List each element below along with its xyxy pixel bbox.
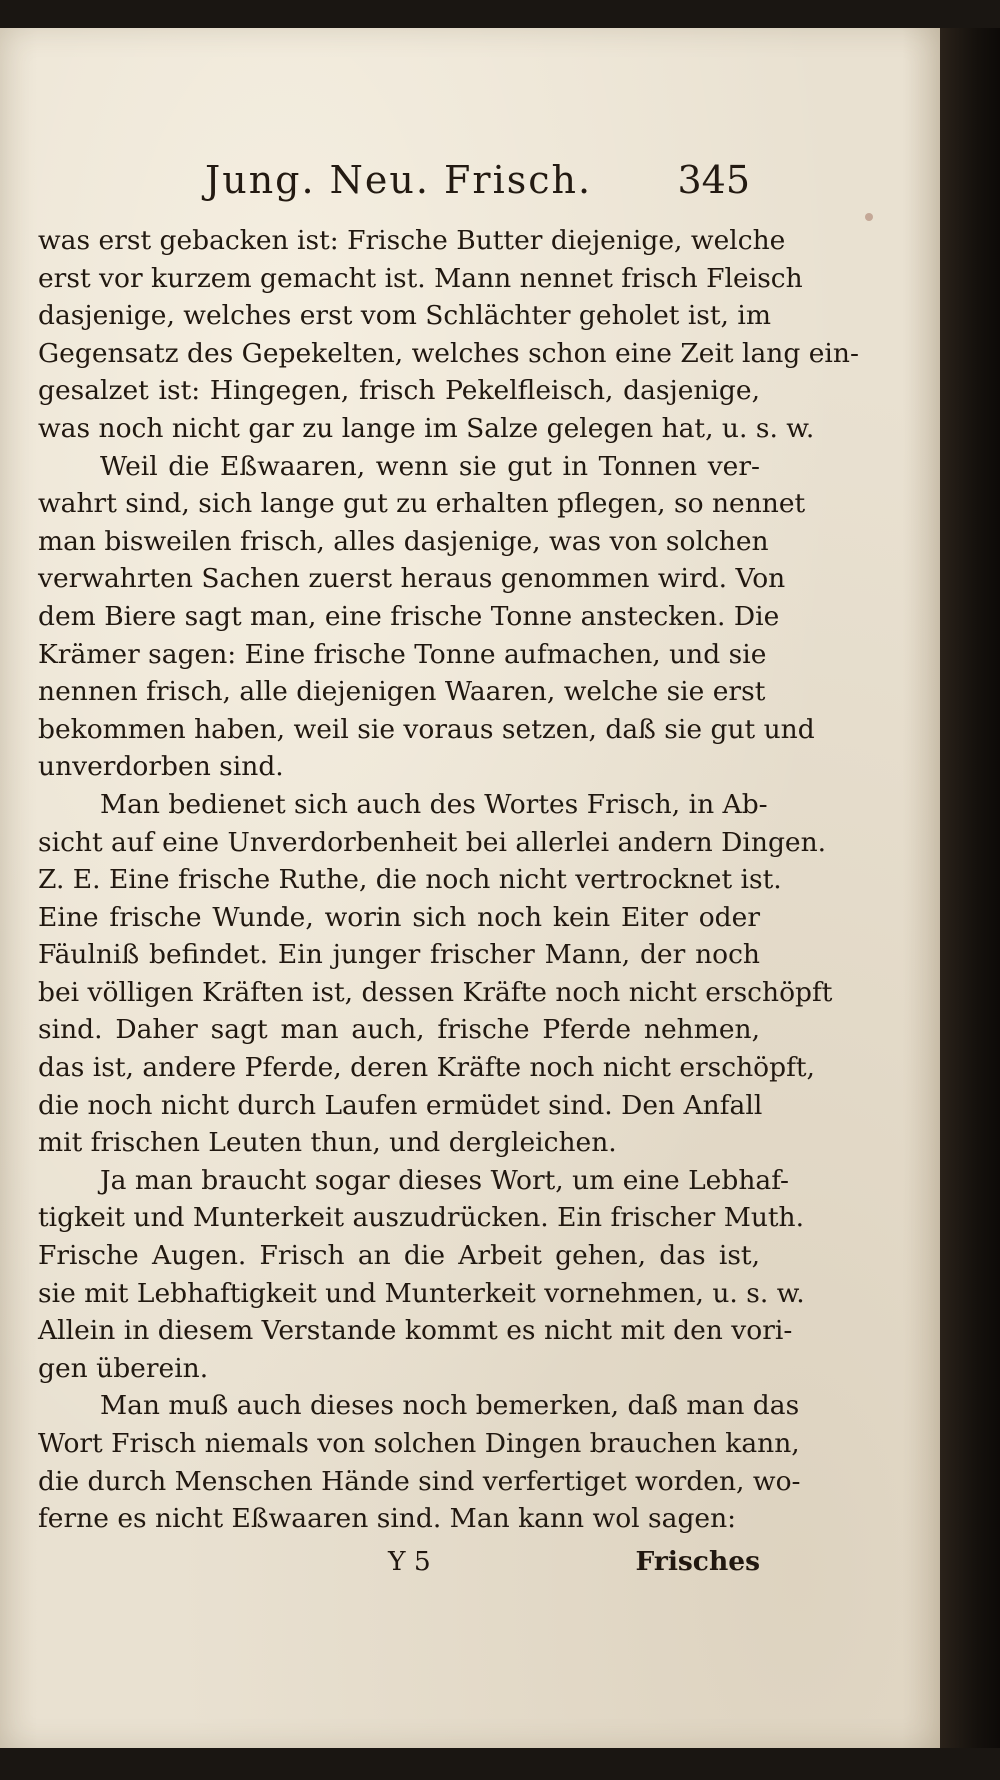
text-line: nennen frisch, alle diejenigen Waaren, welche sie erst xyxy=(38,676,766,708)
text-line: Frische Augen. Frisch an die Arbeit gehen, das ist, xyxy=(38,1240,760,1272)
text-line: Z. E. Eine frische Ruthe, die noch nicht vertrocknet ist. xyxy=(38,864,782,896)
book-binding-edge xyxy=(940,28,1000,1748)
ink-stain xyxy=(865,213,873,221)
text-line: dem Biere sagt man, eine frische Tonne anstecken. Die xyxy=(38,600,780,632)
paragraph xyxy=(38,1387,801,1537)
text-line: Allein in diesem Verstande kommt es nicht mit den vori- xyxy=(38,1315,793,1347)
text-line: man bisweilen frisch, alles dasjenige, was von solchen xyxy=(38,525,769,557)
text-line: ferne es nicht Eßwaaren sind. Man kann wol sagen: xyxy=(38,1503,737,1535)
text-line: sicht auf eine Unverdorbenheit bei allerlei andern Dingen. xyxy=(38,826,827,858)
text-line: die durch Menschen Hände sind verfertiget worden, wo- xyxy=(38,1465,801,1497)
text-line: tigkeit und Munterkeit auszudrücken. Ein frischer Muth. xyxy=(38,1202,805,1234)
text-line: erst vor kurzem gemacht ist. Mann nennet frisch Fleisch xyxy=(38,262,803,294)
paragraph xyxy=(38,786,833,1162)
text-line: was erst gebacken ist: Frische Butter diejenige, welche xyxy=(38,225,786,256)
text-line: Wort Frisch niemals von solchen Dingen brauchen kann, xyxy=(38,1428,800,1459)
text-line: Ja man braucht sogar dieses Wort, um eine Lebhaf- xyxy=(100,1164,790,1196)
text-line: Krämer sagen: Eine frische Tonne aufmachen, und sie xyxy=(38,638,767,670)
text-line: sie mit Lebhaftigkeit und Munterkeit vornehmen, u. s. w. xyxy=(38,1277,805,1309)
text-line: Man bedienet sich auch des Wortes Frisch, in Ab- xyxy=(100,788,768,820)
text-line: das ist, andere Pferde, deren Kräfte noch nicht erschöpft, xyxy=(38,1052,815,1084)
text-line: bekommen haben, weil sie voraus setzen, daß sie gut und xyxy=(38,713,815,745)
page-number: 345 xyxy=(677,158,750,202)
text-line: Gegensatz des Gepekelten, welches schon eine Zeit lang ein- xyxy=(38,337,859,369)
text-line: sind. Daher sagt man auch, frische Pferde nehmen, xyxy=(38,1014,760,1046)
text-line: verwahrten Sachen zuerst heraus genommen wird. Von xyxy=(38,563,786,595)
text-line: mit frischen Leuten thun, und dergleichen. xyxy=(38,1127,617,1159)
text-line: wahrt sind, sich lange gut zu erhalten pflegen, so nennet xyxy=(38,488,806,520)
text-line: Fäulniß befindet. Ein junger frischer Mann, der noch xyxy=(38,939,760,971)
text-line: Weil die Eßwaaren, wenn sie gut in Tonnen ver- xyxy=(100,450,760,482)
text-line: Eine frische Wunde, worin sich noch kein Eiter oder xyxy=(38,901,760,933)
running-title: Jung. Neu. Frisch. xyxy=(205,158,593,202)
text-line: gesalzet ist: Hingegen, frisch Pekelfleisch, dasjenige, xyxy=(38,375,760,407)
body-text xyxy=(38,222,859,1538)
signature-mark: Y 5 xyxy=(388,1546,431,1577)
paragraph xyxy=(38,222,859,448)
text-line: bei völligen Kräften ist, dessen Kräfte noch nicht erschöpft xyxy=(38,976,833,1008)
text-line: was noch nicht gar zu lange im Salze gelegen hat, u. s. w. xyxy=(38,412,815,444)
paragraph xyxy=(38,448,815,786)
paragraph xyxy=(38,1162,805,1388)
page-footer xyxy=(38,1546,760,1586)
text-line: Man muß auch dieses noch bemerken, daß man das xyxy=(100,1390,800,1422)
text-line: unverdorben sind. xyxy=(38,751,284,783)
text-line: gen überein. xyxy=(38,1352,209,1384)
page-header xyxy=(205,158,750,214)
text-line: die noch nicht durch Laufen ermüdet sind. Den Anfall xyxy=(38,1089,763,1121)
text-line: dasjenige, welches erst vom Schlächter geholet ist, im xyxy=(38,300,771,332)
catchword: Frisches xyxy=(635,1546,760,1577)
